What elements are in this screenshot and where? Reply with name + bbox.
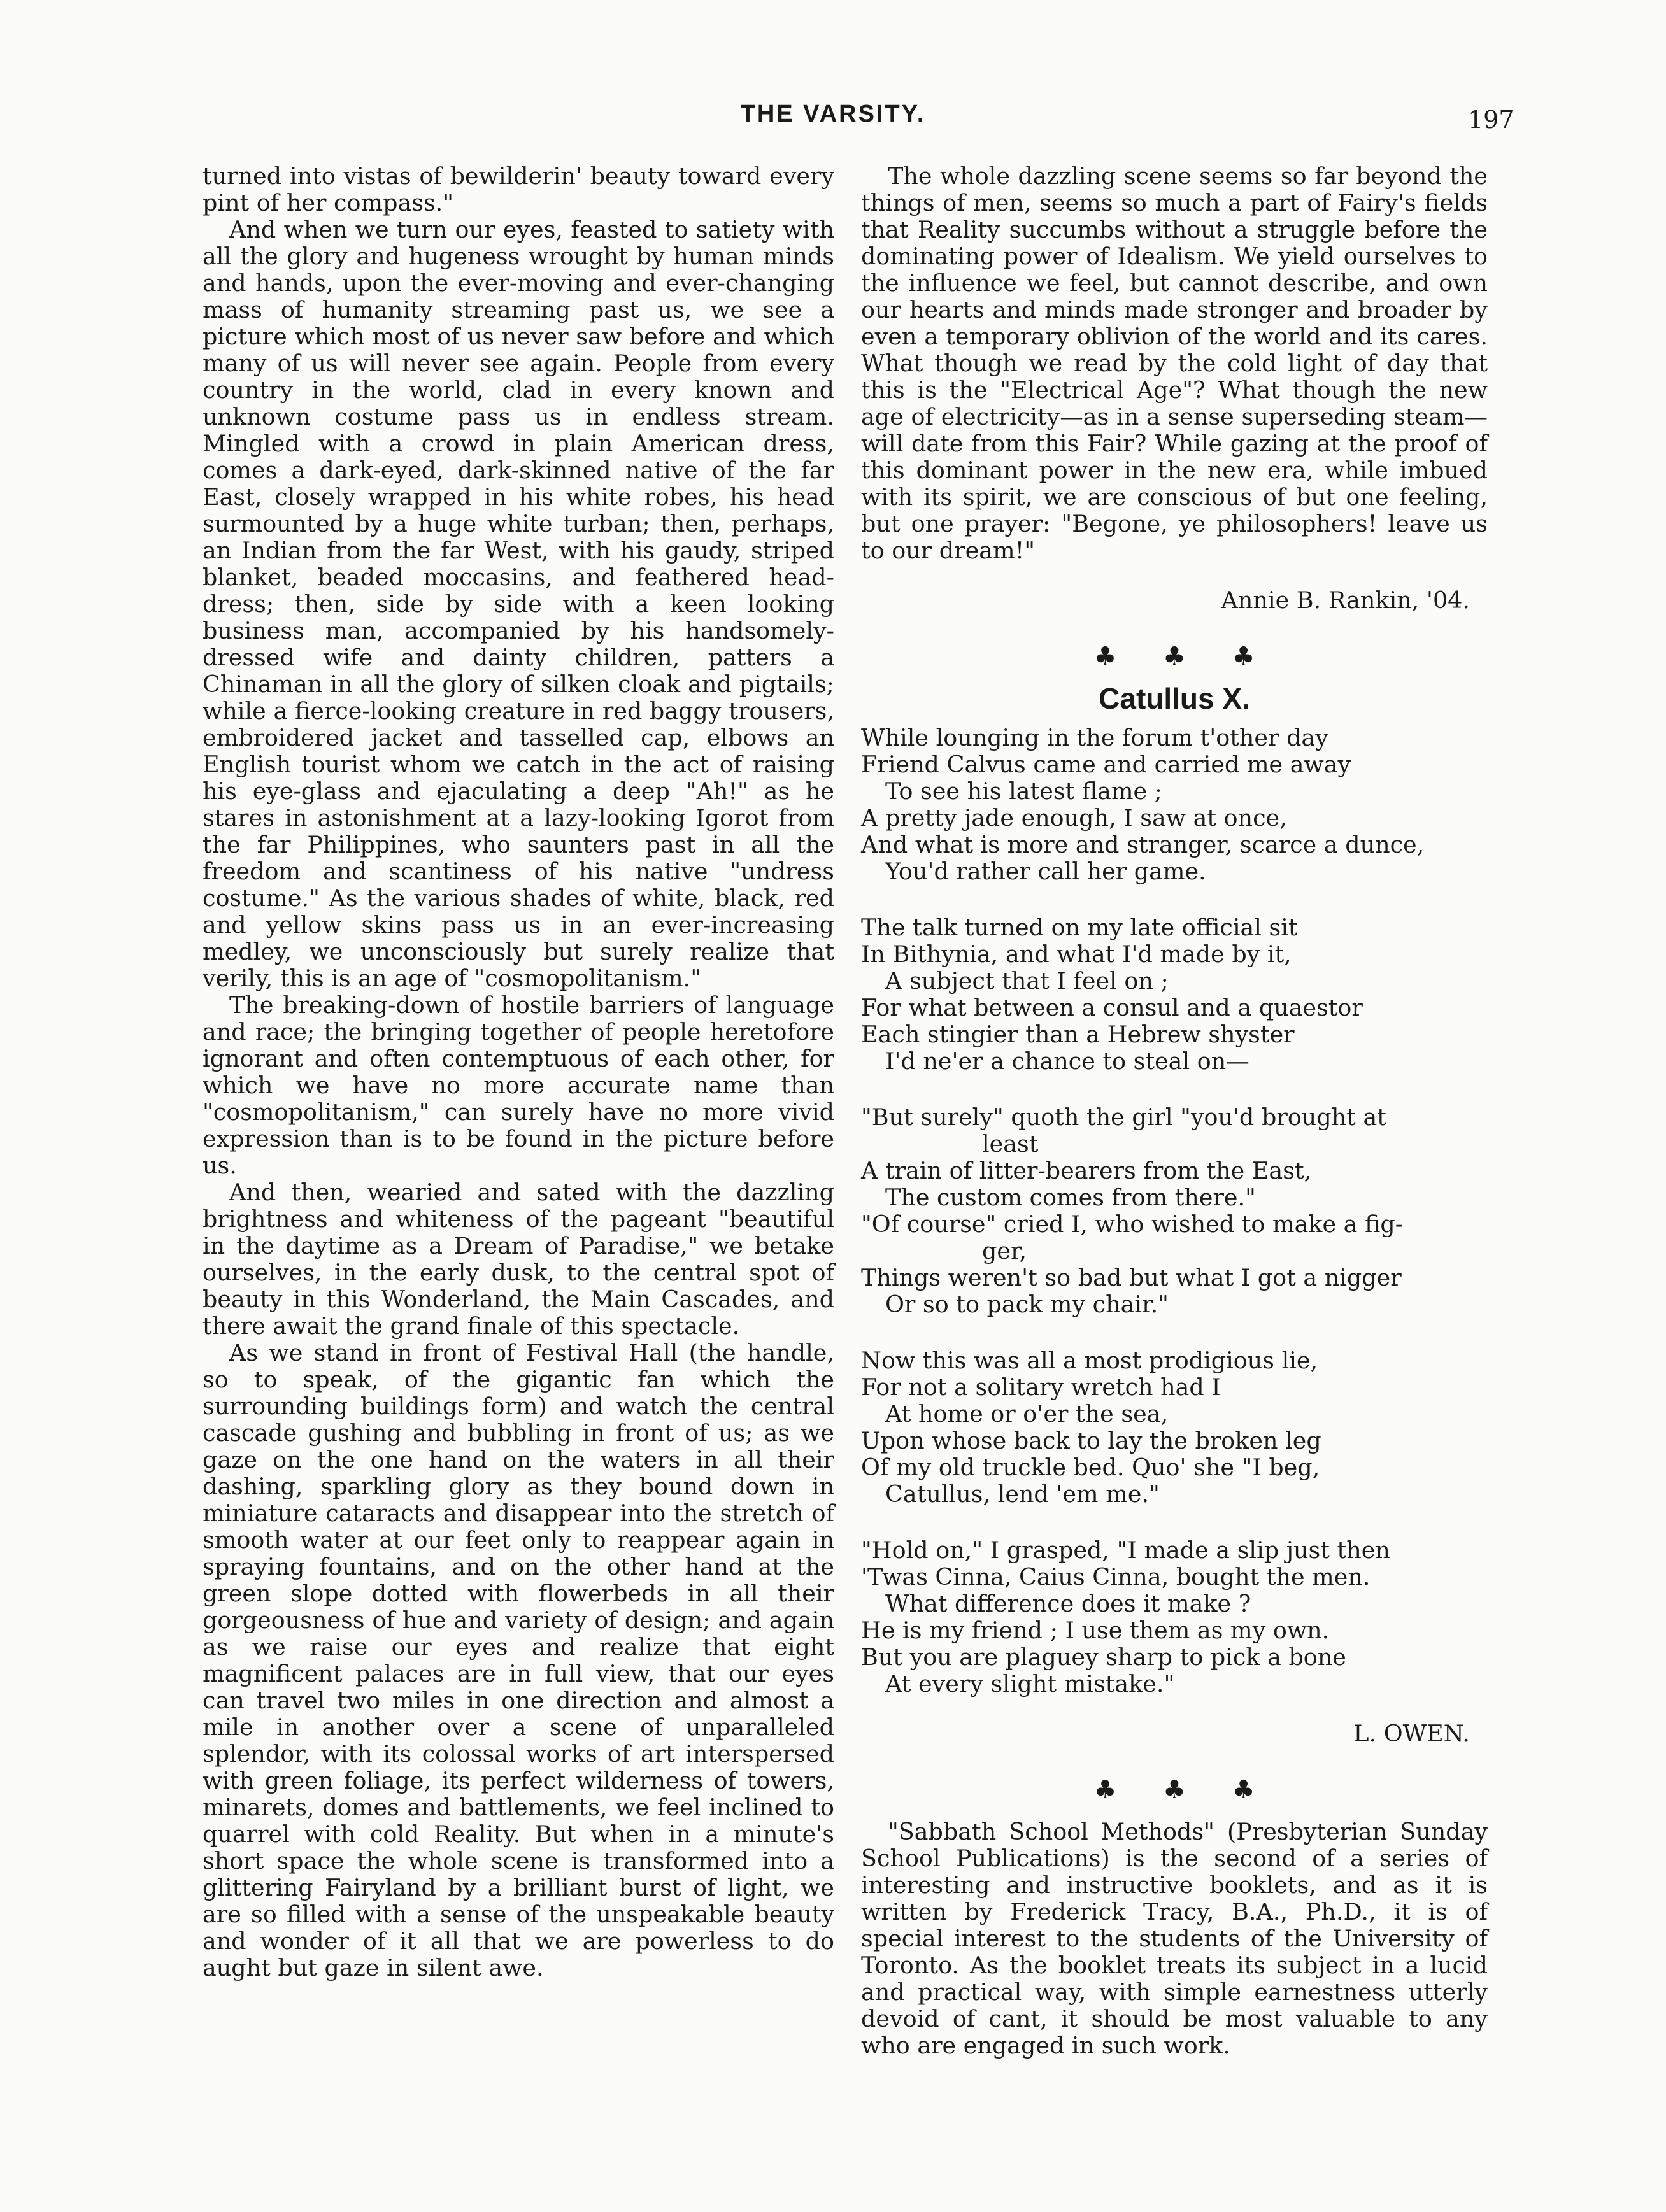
- poem-line: A pretty jade enough, I saw at once,: [861, 804, 1287, 832]
- poem-line: Or so to pack my chair.": [885, 1291, 1169, 1318]
- paragraph: turned into vistas of bewilderin' beauty toward every pint of her compass.": [203, 162, 834, 216]
- page-header: [0, 101, 1666, 145]
- page-number: 197: [1468, 106, 1514, 134]
- poem-stanza: [861, 1347, 1488, 1508]
- poem-stanza: [861, 1537, 1488, 1698]
- poem-line: I'd ne'er a chance to steal on—: [885, 1047, 1250, 1075]
- poem-line: For what between a consul and a quaestor: [861, 994, 1363, 1021]
- poem-line: Each stingier than a Hebrew shyster: [861, 1021, 1295, 1048]
- paragraph: The breaking-down of hostile barriers of language and race; the bringing together of people heretofore ignorant and often contemptuous of each other, for which we have no more accurate name than "cosmopolitanism," can surely have no more vivid expression than is to be found in the picture before us.: [203, 991, 834, 1179]
- poem-line: "But surely" quoth the girl "you'd brought at: [861, 1103, 1386, 1131]
- poem-line: 'Twas Cinna, Caius Cinna, bought the men.: [861, 1563, 1371, 1591]
- poem-line: A subject that I feel on ;: [885, 967, 1169, 995]
- poem-line: "Hold on," I grasped, "I made a slip just then: [861, 1536, 1390, 1564]
- poem-line: Upon whose back to lay the broken leg: [861, 1427, 1321, 1454]
- poem-line: What difference does it make ?: [885, 1590, 1251, 1617]
- poem-line: At every slight mistake.": [885, 1670, 1175, 1698]
- paragraph: And when we turn our eyes, feasted to satiety with all the glory and hugeness wrought by human minds and hands, upon the ever-moving and ever-changing mass of humanity streaming past us, we see a picture which most of us never saw before and which many of us will never see again. People from every country in the world, clad in every known and unknown costume pass us in endless stream. Mingled with a crowd in plain American dress, comes a dark-eyed, dark-skinned native of the far East, closely wrapped in his white robes, his head surmounted by a huge white turban; then, perhaps, an Indian from the far West, with his gaudy, striped blanket, beaded moccasins, and feathered head-dress; then, side by side with a keen looking business man, accompanied by his handsomely-dressed wife and dainty children, patters a Chinaman in all the glory of silken cloak and pigtails; while a fierce-looking creature in red baggy trousers, embroidered jacket and tasselled cap, elbows an English tourist whom we catch in the act of raising his eye-glass and ejaculating a deep "Ah!" as he stares in astonishment at a lazy-looking Igorot from the far Philippines, who saunters past in all the freedom and scantiness of his native "undress costume." As the various shades of white, black, red and yellow skins pass us in an ever-increasing medley, we unconsciously but surely realize that verily, this is an age of "cosmopolitanism.": [203, 216, 834, 992]
- poem-line: least: [982, 1130, 1039, 1158]
- right-column: [861, 163, 1488, 2059]
- poem-line: While lounging in the forum t'other day: [861, 724, 1328, 751]
- poem-line: Now this was all a most prodigious lie,: [861, 1347, 1318, 1374]
- poem-line: Things weren't so bad but what I got a nigger: [861, 1264, 1402, 1291]
- poem-signature: L. OWEN.: [1353, 1720, 1470, 1747]
- poem-line: And what is more and stranger, scarce a dunce,: [861, 831, 1425, 858]
- poem-line: A train of litter-bearers from the East,: [861, 1157, 1312, 1184]
- poem-stanza: [861, 914, 1488, 1075]
- poem-line: The custom comes from there.": [885, 1184, 1256, 1211]
- paragraph: As we stand in front of Festival Hall (the handle, so to speak, of the gigantic fan which the surrounding buildings form) and watch the central cascade gushing and bubbling in front of us; as we gaze on the one hand on the waters in all their dashing, sparkling glory as they bound down in miniature cataracts and disappear into the stretch of smooth water at our feet only to reappear again in spraying fountains, and on the other hand at the green slope dotted with flowerbeds in all their gorgeousness of hue and variety of design; and again as we raise our eyes and realize that eight magnificent palaces are in full view, that our eyes can travel two miles in one direction and almost a mile in another over a scene of unparalleled splendor, with its colossal works of art interspersed with green foliage, its perfect wilderness of towers, minarets, domes and battlements, we feel inclined to quarrel with cold Reality. But when in a minute's short space the whole scene is transformed into a glittering Fairyland by a brilliant burst of light, we are so filled with a sense of the unspeakable beauty and wonder of it all that we are powerless to do aught but gaze in silent awe.: [203, 1339, 834, 1982]
- poem-line: "Of course" cried I, who wished to make a fig-: [861, 1210, 1404, 1238]
- poem-line: ger,: [982, 1237, 1027, 1265]
- left-column: [203, 163, 834, 1982]
- poem-stanza: [861, 1104, 1488, 1318]
- ornament-icon: ♣ ♣ ♣: [1093, 642, 1274, 671]
- poem-line: At home or o'er the sea,: [885, 1400, 1169, 1428]
- poem-line: Of my old truckle bed. Quo' she "I beg,: [861, 1454, 1320, 1481]
- book-review: "Sabbath School Methods" (Presbyterian Sunday School Publications) is the second of a series of interesting and instructive booklets, and as it is written by Frederick Tracy, B.A., Ph.D., it is of special interest to the students of the University of Toronto. As the booklet treats its subject in a lucid and practical way, with simple earnestness utterly devoid of cant, it should be most valuable to any who are engaged in such work.: [861, 1818, 1488, 2059]
- poem-line: In Bithynia, and what I'd made by it,: [861, 940, 1292, 968]
- poem-stanza: [861, 725, 1488, 885]
- ornament-icon: ♣ ♣ ♣: [1093, 1775, 1274, 1804]
- poem-title: Catullus X.: [1099, 682, 1250, 715]
- poem-line: The talk turned on my late official sit: [861, 914, 1298, 941]
- poem-line: Catullus, lend 'em me.": [885, 1480, 1160, 1508]
- running-title: THE VARSITY.: [740, 101, 926, 127]
- poem-line: You'd rather call her game.: [885, 858, 1206, 885]
- essay-signature: Annie B. Rankin, '04.: [1221, 586, 1470, 614]
- poem-line: To see his latest flame ;: [885, 777, 1163, 805]
- poem-line: For not a solitary wretch had I: [861, 1373, 1221, 1401]
- poem-line: He is my friend ; I use them as my own.: [861, 1617, 1330, 1644]
- paragraph: And then, wearied and sated with the dazzling brightness and whiteness of the pageant "beautiful in the daytime as a Dream of Paradise," we betake ourselves, in the early dusk, to the central spot of beauty in this Wonderland, the Main Cascades, and there await the grand finale of this spectacle.: [203, 1179, 834, 1340]
- paragraph: The whole dazzling scene seems so far beyond the things of men, seems so much a part of Fairy's fields that Reality succumbs without a struggle before the dominating power of Idealism. We yield ourselves to the influence we feel, but cannot describe, and own our hearts and minds made stronger and broader by even a temporary oblivion of the world and its cares. What though we read by the cold light of day that this is the "Electrical Age"? What though the new age of electricity—as in a sense superseding steam—will date from this Fair? While gazing at the proof of this dominant power in the new era, while imbued with its spirit, we are conscious of but one feeling, but one prayer: "Begone, ye philosophers! leave us to our dream!": [861, 162, 1488, 564]
- poem-line: Friend Calvus came and carried me away: [861, 751, 1351, 778]
- poem-line: But you are plaguey sharp to pick a bone: [861, 1643, 1346, 1671]
